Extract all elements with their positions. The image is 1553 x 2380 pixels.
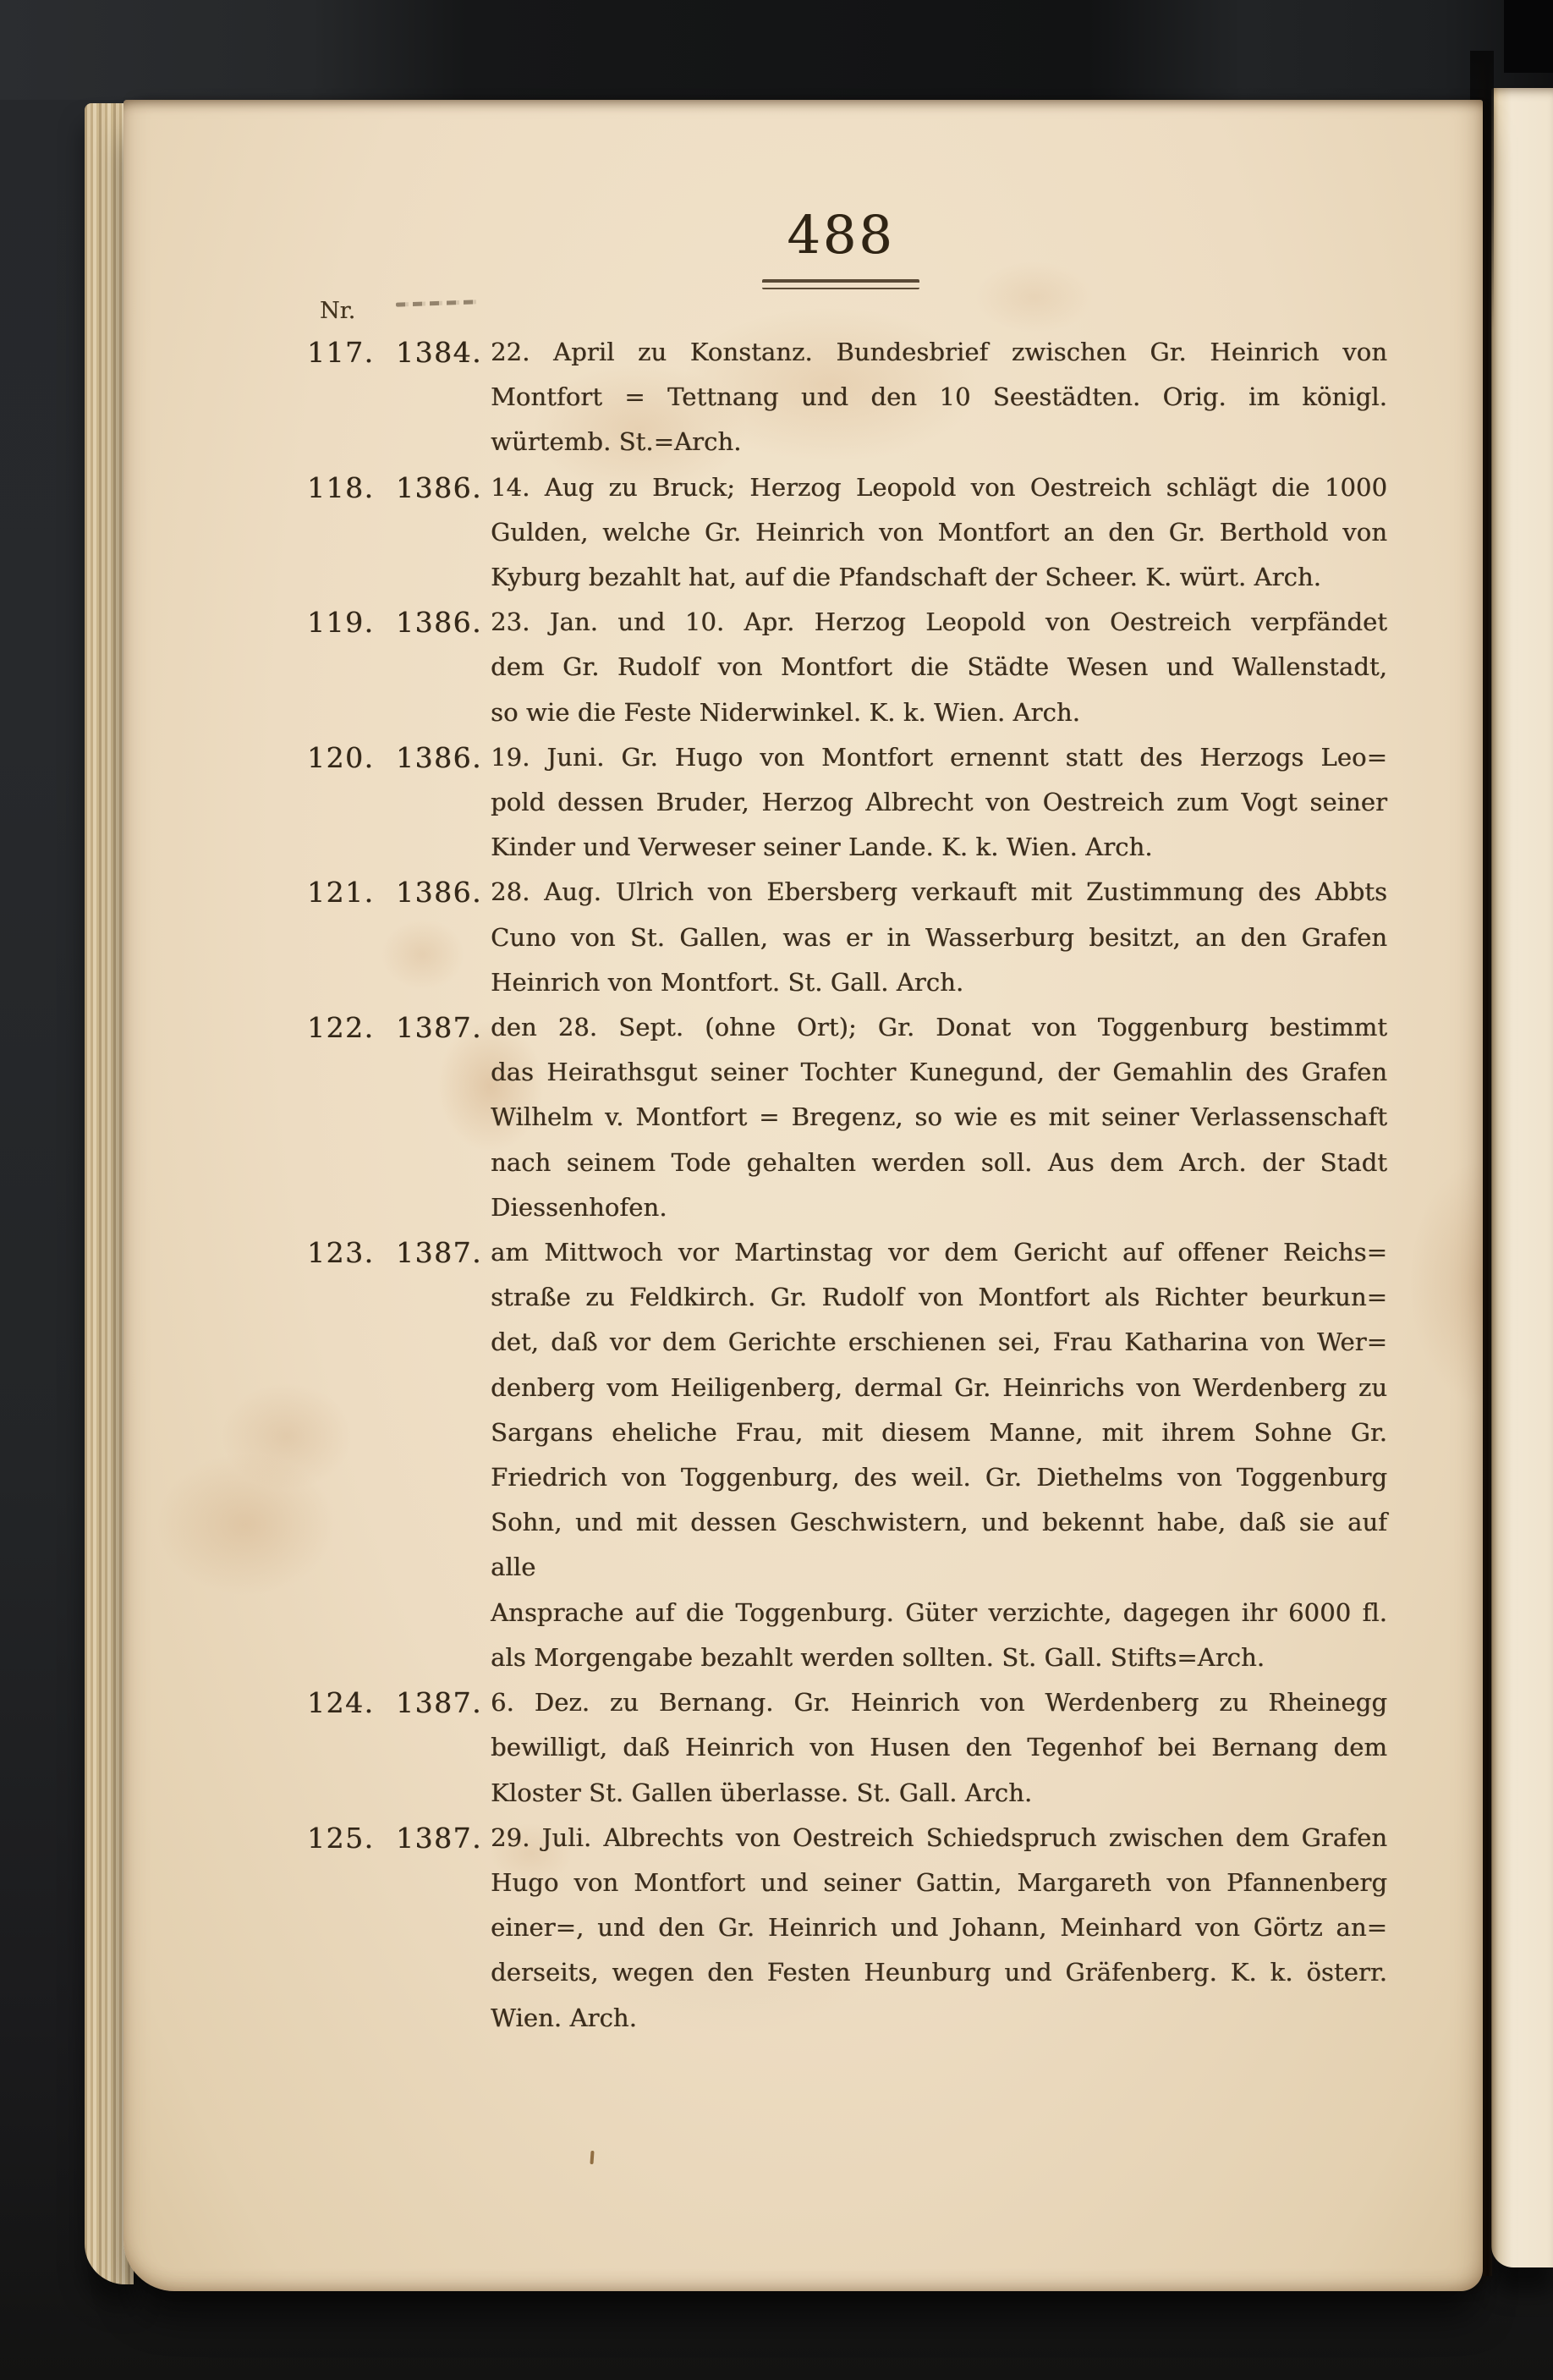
entry-line: denberg vom Heiligenberg, dermal Gr. Heinrichs von Werdenberg zu	[491, 1372, 1387, 1402]
regest-entry	[307, 600, 1387, 735]
backdrop-top-shadow	[0, 0, 1553, 100]
entry-year: 1387.	[396, 1011, 482, 1045]
entry-line: Kinder und Verweser seiner Lande. K. k. Wien. Arch.	[491, 833, 1153, 862]
entry-line: als Morgengabe bezahlt werden sollten. St. Gall. Stifts=Arch.	[491, 1642, 1265, 1672]
entry-line: Friedrich von Toggenburg, des weil. Gr. Diethelms von Toggenburg	[491, 1463, 1387, 1492]
entry-line: Kyburg bezahlt hat, auf die Pfandschaft der Scheer. K. würt. Arch.	[491, 563, 1321, 592]
entry-text	[491, 1680, 1387, 1816]
entry-text	[491, 870, 1387, 1005]
entry-text	[491, 1005, 1387, 1230]
entry-text	[491, 465, 1387, 601]
regest-entry	[307, 1230, 1387, 1680]
entry-number: 122.	[307, 1011, 375, 1045]
entry-line: 19. Juni. Gr. Hugo von Montfort ernennt statt des Herzogs Leo=	[491, 742, 1387, 772]
entry-line: 6. Dez. zu Bernang. Gr. Heinrich von Werdenberg zu Rheinegg	[491, 1688, 1387, 1718]
book-page	[123, 100, 1483, 2291]
entry-year: 1386.	[396, 470, 482, 504]
backdrop-top-right-corner	[1504, 0, 1553, 73]
entry-number: 118.	[307, 470, 375, 504]
adjacent-page-fore-edge	[1491, 88, 1553, 2267]
entry-line: Gulden, welche Gr. Heinrich von Montfort an den Gr. Berthold von	[491, 517, 1387, 547]
entry-line: 14. Aug zu Bruck; Herzog Leopold von Oestreich schlägt die 1000	[491, 472, 1387, 502]
entry-line: bewilligt, daß Heinrich von Husen den Tegenhof bei Bernang dem	[491, 1733, 1387, 1762]
entry-line: Montfort = Tettnang und den 10 Seestädten. Orig. im königl.	[491, 382, 1387, 412]
ink-smudge	[396, 300, 477, 306]
entry-line: so wie die Feste Niderwinkel. K. k. Wien. Arch.	[491, 697, 1080, 727]
entry-number: 120.	[307, 740, 375, 774]
page-number-rule	[762, 279, 919, 289]
entry-line: Cuno von St. Gallen, was er in Wasserburg besitzt, an den Grafen	[491, 922, 1387, 952]
entry-line: 23. Jan. und 10. Apr. Herzog Leopold von Oestreich verpfändet	[491, 607, 1387, 637]
entry-line: derseits, wegen den Festen Heunburg und Gräfenberg. K. k. österr.	[491, 1958, 1387, 1987]
entry-line: Heinrich von Montfort. St. Gall. Arch.	[491, 967, 964, 997]
entry-number: 124.	[307, 1686, 375, 1720]
entry-text	[491, 735, 1387, 871]
regest-entry	[307, 735, 1387, 871]
entry-year: 1387.	[396, 1821, 482, 1855]
page-number: 488	[787, 204, 895, 266]
entry-number: 121.	[307, 876, 375, 910]
entry-number: 117.	[307, 336, 375, 369]
entry-line: Diessenhofen.	[491, 1192, 667, 1222]
entry-line: 22. April zu Konstanz. Bundesbrief zwischen Gr. Heinrich von	[491, 338, 1387, 366]
entry-year: 1384.	[396, 336, 482, 369]
entry-line: 28. Aug. Ulrich von Ebersberg verkauft mit Zustimmung des Abbts	[491, 877, 1387, 907]
entry-text	[491, 600, 1387, 735]
entry-line: 29. Juli. Albrechts von Oestreich Schiedspruch zwischen dem Grafen	[491, 1822, 1387, 1852]
entry-line: straße zu Feldkirch. Gr. Rudolf von Montfort als Richter beurkun=	[491, 1283, 1387, 1312]
entries-list	[307, 330, 1387, 2041]
entry-line: Sohn, und mit dessen Geschwistern, und bekennt habe, daß sie auf alle	[491, 1508, 1387, 1582]
entry-year: 1386.	[396, 876, 482, 910]
entry-line: Kloster St. Gallen überlasse. St. Gall. Arch.	[491, 1778, 1033, 1807]
entry-line: Wilhelm v. Montfort = Bregenz, so wie es mit seiner Verlassenschaft	[491, 1102, 1387, 1132]
entry-line: nach seinem Tode gehalten werden soll. Aus dem Arch. der Stadt	[491, 1147, 1387, 1177]
entry-line: Hugo von Montfort und seiner Gattin, Margareth von Pfannenberg	[491, 1867, 1387, 1897]
regest-entry	[307, 1005, 1387, 1230]
column-label-nr: Nr.	[320, 298, 356, 324]
regest-entry	[307, 870, 1387, 1005]
page-header	[714, 204, 968, 289]
entry-number: 123.	[307, 1236, 375, 1270]
entry-number: 119.	[307, 606, 375, 640]
entry-year: 1387.	[396, 1686, 482, 1720]
entry-text	[491, 330, 1387, 465]
entry-line: dem Gr. Rudolf von Montfort die Städte Wesen und Wallenstadt,	[491, 652, 1387, 682]
entry-line: würtemb. St.=Arch.	[491, 427, 742, 457]
entry-text	[491, 1816, 1387, 2041]
entry-year: 1386.	[396, 606, 482, 640]
entry-line: einer=, und den Gr. Heinrich und Johann, Meinhard von Görtz an=	[491, 1913, 1387, 1943]
entry-line: pold dessen Bruder, Herzog Albrecht von Oestreich zum Vogt seiner	[491, 788, 1387, 817]
entry-line: den 28. Sept. (ohne Ort); Gr. Donat von Toggenburg bestimmt	[491, 1013, 1387, 1042]
entry-line: das Heirathsgut seiner Tochter Kunegund, der Gemahlin des Grafen	[491, 1058, 1387, 1087]
entry-year: 1386.	[396, 740, 482, 774]
entry-line: det, daß vor dem Gerichte erschienen sei, Frau Katharina von Wer=	[491, 1327, 1387, 1357]
regest-entry	[307, 1816, 1387, 2041]
entry-year: 1387.	[396, 1236, 482, 1270]
regest-entry	[307, 465, 1387, 601]
ink-fleck	[590, 2151, 594, 2164]
entry-line: Sargans eheliche Frau, mit diesem Manne, mit ihrem Sohne Gr.	[491, 1417, 1387, 1447]
regest-entry	[307, 1680, 1387, 1816]
entry-text	[491, 1230, 1387, 1680]
entry-number: 125.	[307, 1821, 375, 1855]
entry-line: am Mittwoch vor Martinstag vor dem Gericht auf offener Reichs=	[491, 1238, 1387, 1267]
regest-entry	[307, 330, 1387, 465]
entry-line: Ansprache auf die Toggenburg. Güter verzichte, dagegen ihr 6000 fl.	[491, 1597, 1387, 1627]
entry-line: Wien. Arch.	[491, 2003, 637, 2032]
